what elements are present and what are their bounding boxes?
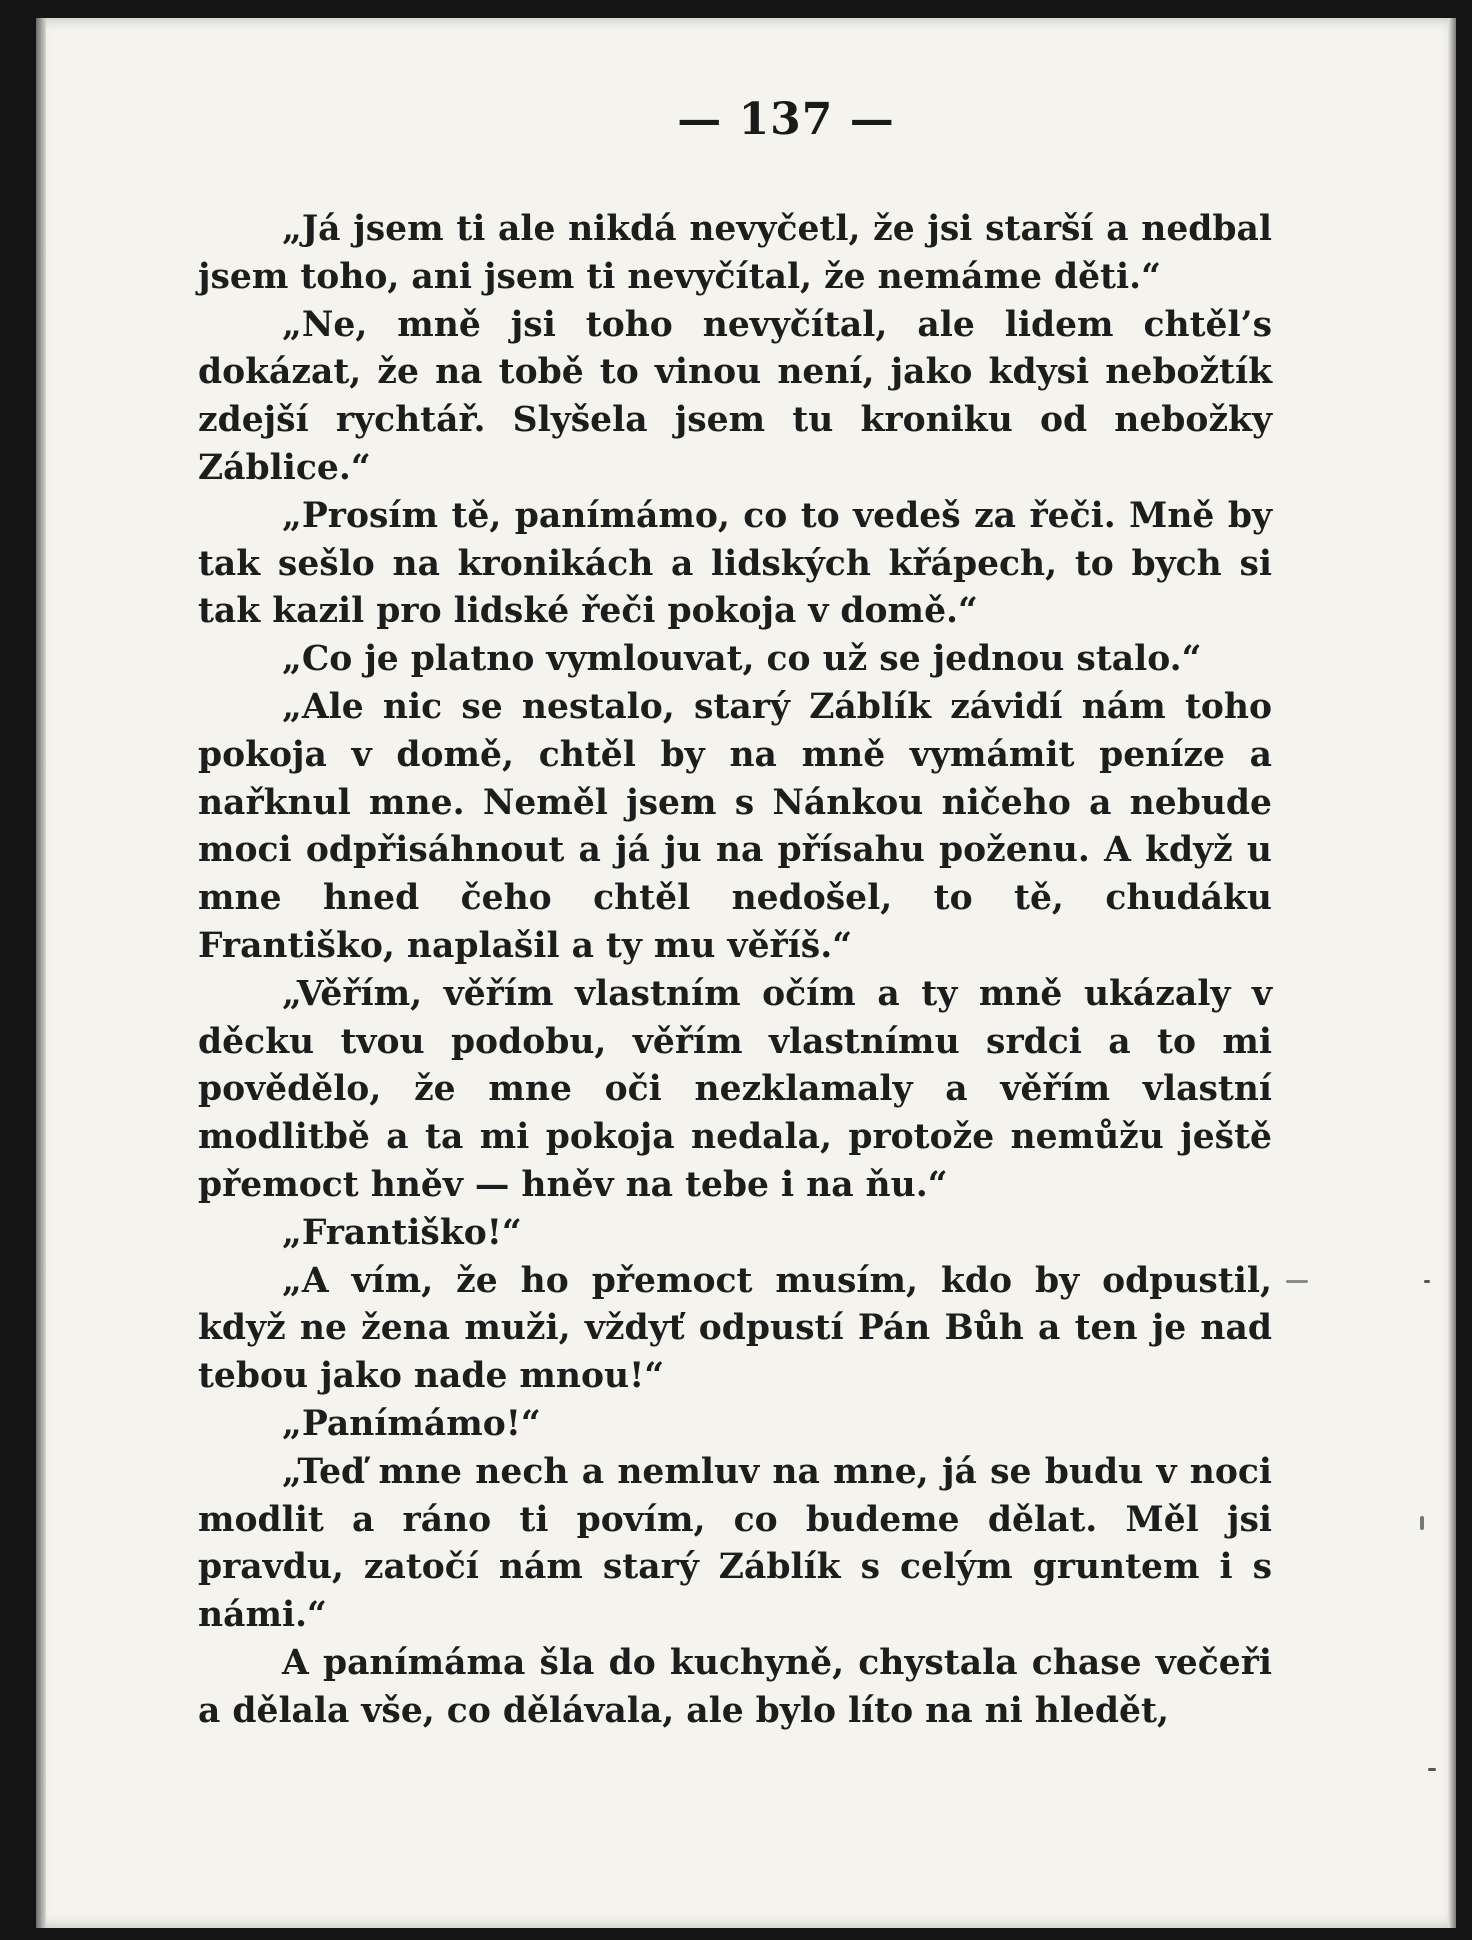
- page-left-edge: [36, 18, 46, 1928]
- scan-speck: [1420, 1516, 1424, 1530]
- paragraph: „Věřím, věřím vlastním očím a ty mně ukázaly v děcku tvou podobu, věřím vlastnímu srdci a to mi povědělo, že mne oči nezklamaly a věřím vlastní modlitbě a ta mi pokoja nedala, protože nemůžu ještě přemoct hněv — hněv na tebe i na ňu.“: [198, 973, 1272, 1205]
- page-number: — 137 —: [677, 94, 895, 145]
- paragraph: „A vím, že ho přemoct musím, kdo by odpustil, když ne žena muži, vždyť odpustí Pán Bůh a ten je nad tebou jako nade mnou!“: [198, 1260, 1272, 1397]
- book-page: [36, 18, 1456, 1928]
- paragraph: „Já jsem ti ale nikdá nevyčetl, že jsi starší a nedbal jsem toho, ani jsem ti nevyčítal, že nemáme děti.“: [198, 209, 1272, 297]
- paragraph: A panímáma šla do kuchyně, chystala chase večeři a dělala vše, co dělávala, ale bylo líto na ni hledět,: [198, 1642, 1272, 1731]
- paragraph: „Ne, mně jsi toho nevyčítal, ale lidem chtěl’s dokázat, že na tobě to vinou není, jako kdysi nebožtík zdejší rychtář. Slyšela jsem tu kroniku od nebožky Záblice.“: [198, 304, 1272, 488]
- scan-speck: [1286, 1280, 1308, 1283]
- scan-speck: [1428, 1768, 1436, 1771]
- paragraph: „Panímámo!“: [282, 1403, 541, 1444]
- body-text: [198, 206, 1272, 1736]
- paragraph: „Prosím tě, panímámo, co to vedeš za řeči. Mně by tak sešlo na kronikách a lidských křápech, to bych si tak kazil pro lidské řeči pokoja v domě.“: [198, 495, 1272, 632]
- paragraph: „Co je platno vymlouvat, co už se jednou stalo.“: [282, 639, 1202, 680]
- paragraph: „Františko!“: [282, 1212, 522, 1253]
- scan-speck: [1424, 1280, 1430, 1283]
- paragraph: „Ale nic se nestalo, starý Záblík závidí nám toho pokoja v domě, chtěl by na mně vymámit peníze a nařknul mne. Neměl jsem s Nánkou ničeho a nebude moci odpřisáhnout a já ju na přísahu poženu. A když u mne hned čeho chtěl nedošel, to tě, chudáku Františko, naplašil a ty mu věříš.“: [198, 686, 1272, 966]
- paragraph: „Teď mne nech a nemluv na mne, já se budu v noci modlit a ráno ti povím, co budeme dělat. Měl jsi pravdu, zatočí nám starý Záblík s celým gruntem i s námi.“: [198, 1451, 1272, 1636]
- page-right-edge: [1448, 18, 1456, 1928]
